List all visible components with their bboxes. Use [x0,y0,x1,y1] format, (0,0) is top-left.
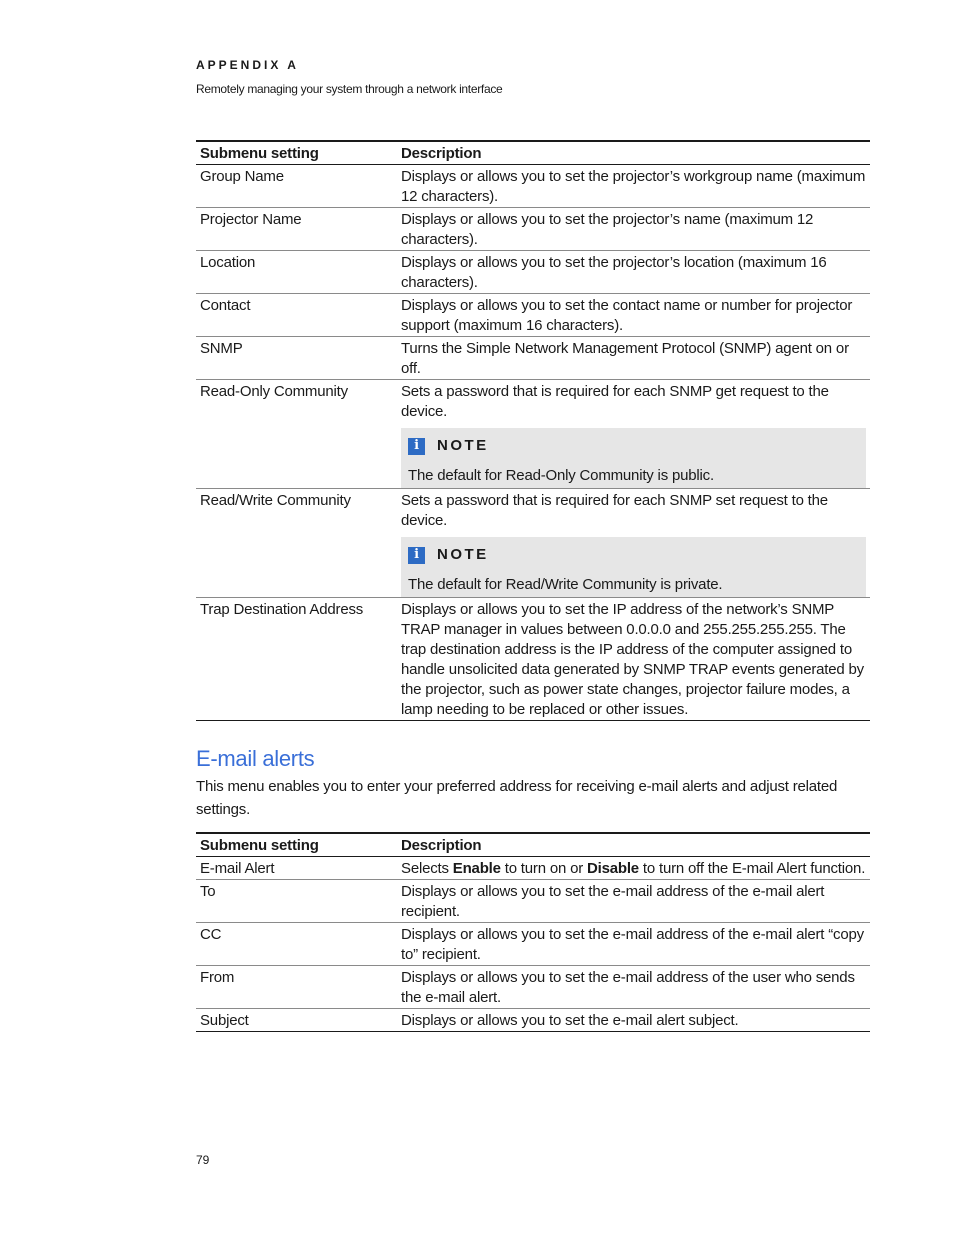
table-row [196,208,870,251]
note-text: The default for Read/Write Community is private. [407,576,723,593]
section-intro: This menu enables you to enter your preferred address for receiving e-mail alerts and adjust related settings. [196,778,838,818]
section-heading: E-mail alerts [196,746,315,771]
setting-name: Location [196,251,397,294]
note-box [401,428,866,488]
table-row [196,598,870,721]
info-icon: i [408,438,425,455]
setting-description: Displays or allows you to set the e-mail address of the user who sends the e-mail alert. [397,966,870,1009]
setting-name: Read/Write Community [196,489,397,598]
note-box [401,537,866,597]
table-row [196,923,870,966]
setting-description: Displays or allows you to set the projector’s name (maximum 12 characters). [397,208,870,251]
note-text: The default for Read-Only Community is public. [407,467,714,484]
column-header-setting: Submenu setting [196,141,397,165]
setting-name: CC [196,923,397,966]
setting-description: Displays or allows you to set the contact name or number for projector support (maximum 16 characters). [397,294,870,337]
setting-description-cell [397,380,870,489]
setting-description: Displays or allows you to set the IP address of the network’s SNMP TRAP manager in values between 0.0.0.0 and 255.255.255.255. The trap destination address is the IP address of the computer assigned to handle unsolicited data generated by SNMP TRAP events generated by the projector, such as power state changes, projector failure modes, a lamp needing to be replaced or other issues. [397,598,870,721]
setting-description: Displays or allows you to set the projector’s workgroup name (maximum 12 characters). [397,165,870,208]
table-header-row [196,833,870,857]
appendix-label: APPENDIX A [196,58,299,72]
info-icon: i [408,547,425,564]
table-row [196,880,870,923]
column-header-description: Description [397,833,870,857]
table-row [196,1009,870,1032]
setting-name: Contact [196,294,397,337]
setting-description-cell [397,489,870,598]
table-row [196,337,870,380]
setting-description: Turns the Simple Network Management Protocol (SNMP) agent on or off. [397,337,870,380]
snmp-settings-table [196,140,870,721]
note-header [408,543,859,567]
setting-description: Displays or allows you to set the e-mail address of the e-mail alert “copy to” recipient. [397,923,870,966]
table-row [196,489,870,598]
setting-name: Projector Name [196,208,397,251]
email-settings-table [196,832,870,1032]
table-row [196,857,870,880]
table-row [196,251,870,294]
setting-name: From [196,966,397,1009]
setting-name: E-mail Alert [196,857,397,880]
desc-text: to turn off the E-mail Alert function. [638,860,866,877]
page-number: 79 [196,1153,210,1167]
note-label: NOTE [436,437,489,454]
setting-name: Group Name [196,165,397,208]
setting-description: Displays or allows you to set the e-mail alert subject. [397,1009,870,1032]
setting-description: Sets a password that is required for each SNMP set request to the device. [400,492,828,529]
setting-name: Subject [196,1009,397,1032]
table-row [196,165,870,208]
enable-keyword: Enable [452,860,501,877]
setting-description: Sets a password that is required for each SNMP get request to the device. [400,383,829,420]
table-header-row [196,141,870,165]
setting-description [397,857,870,880]
setting-name: Read-Only Community [196,380,397,489]
setting-description: Displays or allows you to set the e-mail address of the e-mail alert recipient. [397,880,870,923]
chapter-subtitle: Remotely managing your system through a network interface [196,82,503,96]
setting-name: SNMP [196,337,397,380]
column-header-setting: Submenu setting [196,833,397,857]
table-row [196,966,870,1009]
note-label: NOTE [436,546,489,563]
setting-name: Trap Destination Address [196,598,397,721]
column-header-description: Description [397,141,870,165]
setting-name: To [196,880,397,923]
desc-text: Selects [401,860,453,877]
table-row [196,294,870,337]
disable-keyword: Disable [586,860,639,877]
setting-description: Displays or allows you to set the projector’s location (maximum 16 characters). [397,251,870,294]
table-row [196,380,870,489]
note-header [408,434,859,458]
desc-text: to turn on or [500,860,587,877]
